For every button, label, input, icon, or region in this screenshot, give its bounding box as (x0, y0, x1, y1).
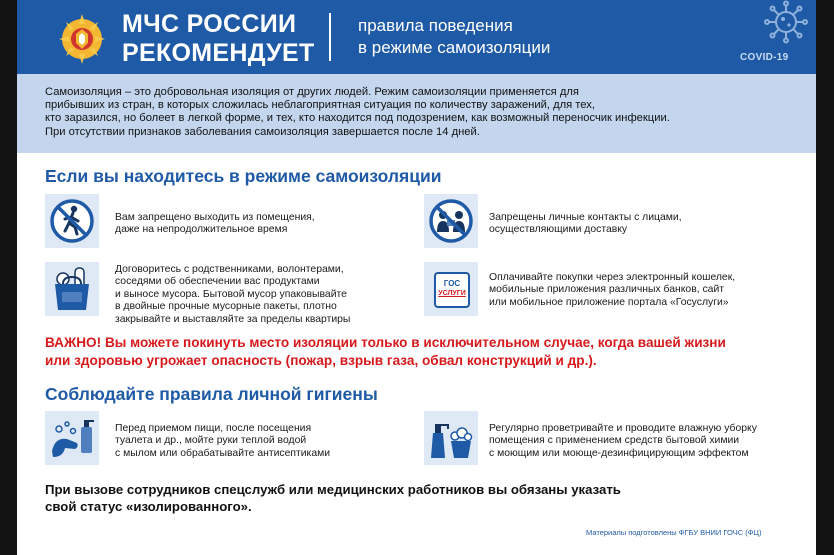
gosuslugi-badge (434, 272, 470, 308)
brand-line-1: МЧС РОССИИ (122, 10, 297, 38)
item-line: туалета и др., мойте руки теплой водой (115, 435, 307, 447)
warning-line-1 (45, 334, 805, 352)
item-text-no-contact (489, 212, 789, 237)
intro-line: прибывших из стран, в которых сложилась неблагоприятная ситуация по количеству заражений, для тех, (45, 99, 595, 112)
item-line: Договоритесь с родственниками, волонтерами, (115, 264, 344, 275)
gosuslugi-icon (424, 262, 478, 316)
hand-washing-icon (45, 411, 99, 465)
brand-title (122, 10, 315, 68)
item-line: даже на непродолжительное время (115, 224, 288, 236)
item-line: закрывайте и выставляйте за пределы квартиры (115, 313, 351, 325)
gosuslugi-badge-text: ГОС (443, 279, 461, 288)
grocery-bag-icon (45, 262, 99, 316)
item-text-no-leaving (115, 212, 415, 237)
item-line: Запрещены личные контакты с лицами, (489, 212, 682, 223)
item-line: с моющим или моюще-дезинфицирующим эффектом (489, 447, 749, 459)
warning-line-1-rest: Вы можете покинуть место изоляции только в исключительном случае, когда вашей жизни (101, 335, 726, 350)
cleaning-supplies-icon (424, 411, 478, 465)
intro-line: кто заразился, но болеет в легкой форме, и тех, кто находится под подозрением, как возможный переносчик инфекции. (45, 112, 670, 125)
item-line: в двойные прочные мусорные пакеты, плотно (115, 301, 337, 313)
item-line: Регулярно проветривайте и проводите влажную уборку (489, 423, 757, 434)
item-line: Оплачивайте покупки через электронный кошелек, (489, 272, 736, 283)
covid-label: COVID-19 (740, 52, 789, 63)
item-text-online-payment (489, 272, 799, 309)
intro-line: Самоизоляция – это добровольная изоляция от других людей. Режим самоизоляции применяется для (45, 86, 579, 98)
item-line: и выносе мусора. Бытовой мусор упаковывайте (115, 288, 347, 300)
intro-block (17, 74, 816, 153)
closing-text (45, 482, 745, 515)
infographic-sheet (17, 0, 816, 555)
item-line: помещения с применением средств бытовой химии (489, 435, 740, 447)
gosuslugi-badge-text: УСЛУГИ (438, 290, 466, 297)
subtitle-line-1: правила поведения (358, 16, 513, 35)
header-subtitle (358, 15, 550, 59)
item-line: соседями об обеспечении вас продуктами (115, 276, 320, 288)
subtitle-line-2: в режиме самоизоляции (358, 38, 551, 57)
virus-icon (762, 0, 810, 44)
no-contact-icon (424, 194, 478, 248)
warning-label: ВАЖНО! (45, 335, 102, 350)
warning-line-2: или здоровью угрожает опасность (пожар, взрыв газа, обвал конструкций и др.). (45, 352, 597, 368)
brand-line-2: РЕКОМЕНДУЕТ (122, 39, 315, 67)
closing-line-1: При вызове сотрудников спецслужб или медицинских работников вы обязаны указать (45, 482, 621, 497)
item-text-hand-washing (115, 423, 415, 460)
item-text-cleaning (489, 423, 809, 460)
footer-credit: Материалы подготовлены ФГБУ ВНИИ ГОЧС (ФЦ) (586, 528, 762, 537)
item-line: Перед приемом пищи, после посещения (115, 423, 312, 434)
intro-line: При отсутствии признаков заболевания самоизоляция завершается после 14 дней. (45, 125, 480, 138)
item-line: или мобильное приложение портала «Госуслуги» (489, 296, 729, 308)
item-line: Вам запрещено выходить из помещения, (115, 212, 315, 223)
closing-line-2: свой статус «изолированного». (45, 498, 252, 514)
no-walking-icon (45, 194, 99, 248)
header-divider (329, 13, 331, 61)
warning-text (45, 334, 805, 369)
item-line: с мылом или обрабатывайте антисептиками (115, 447, 331, 459)
item-text-neighbors (115, 264, 415, 326)
section-title-hygiene: Соблюдайте правила личной гигиены (45, 384, 378, 404)
section-title-self-isolation: Если вы находитесь в режиме самоизоляции (45, 166, 442, 186)
header-banner (17, 0, 816, 74)
emchs-emblem-icon (57, 10, 107, 66)
item-line: осуществляющими доставку (489, 224, 628, 236)
item-line: мобильные приложения различных банков, сайт (489, 284, 725, 296)
